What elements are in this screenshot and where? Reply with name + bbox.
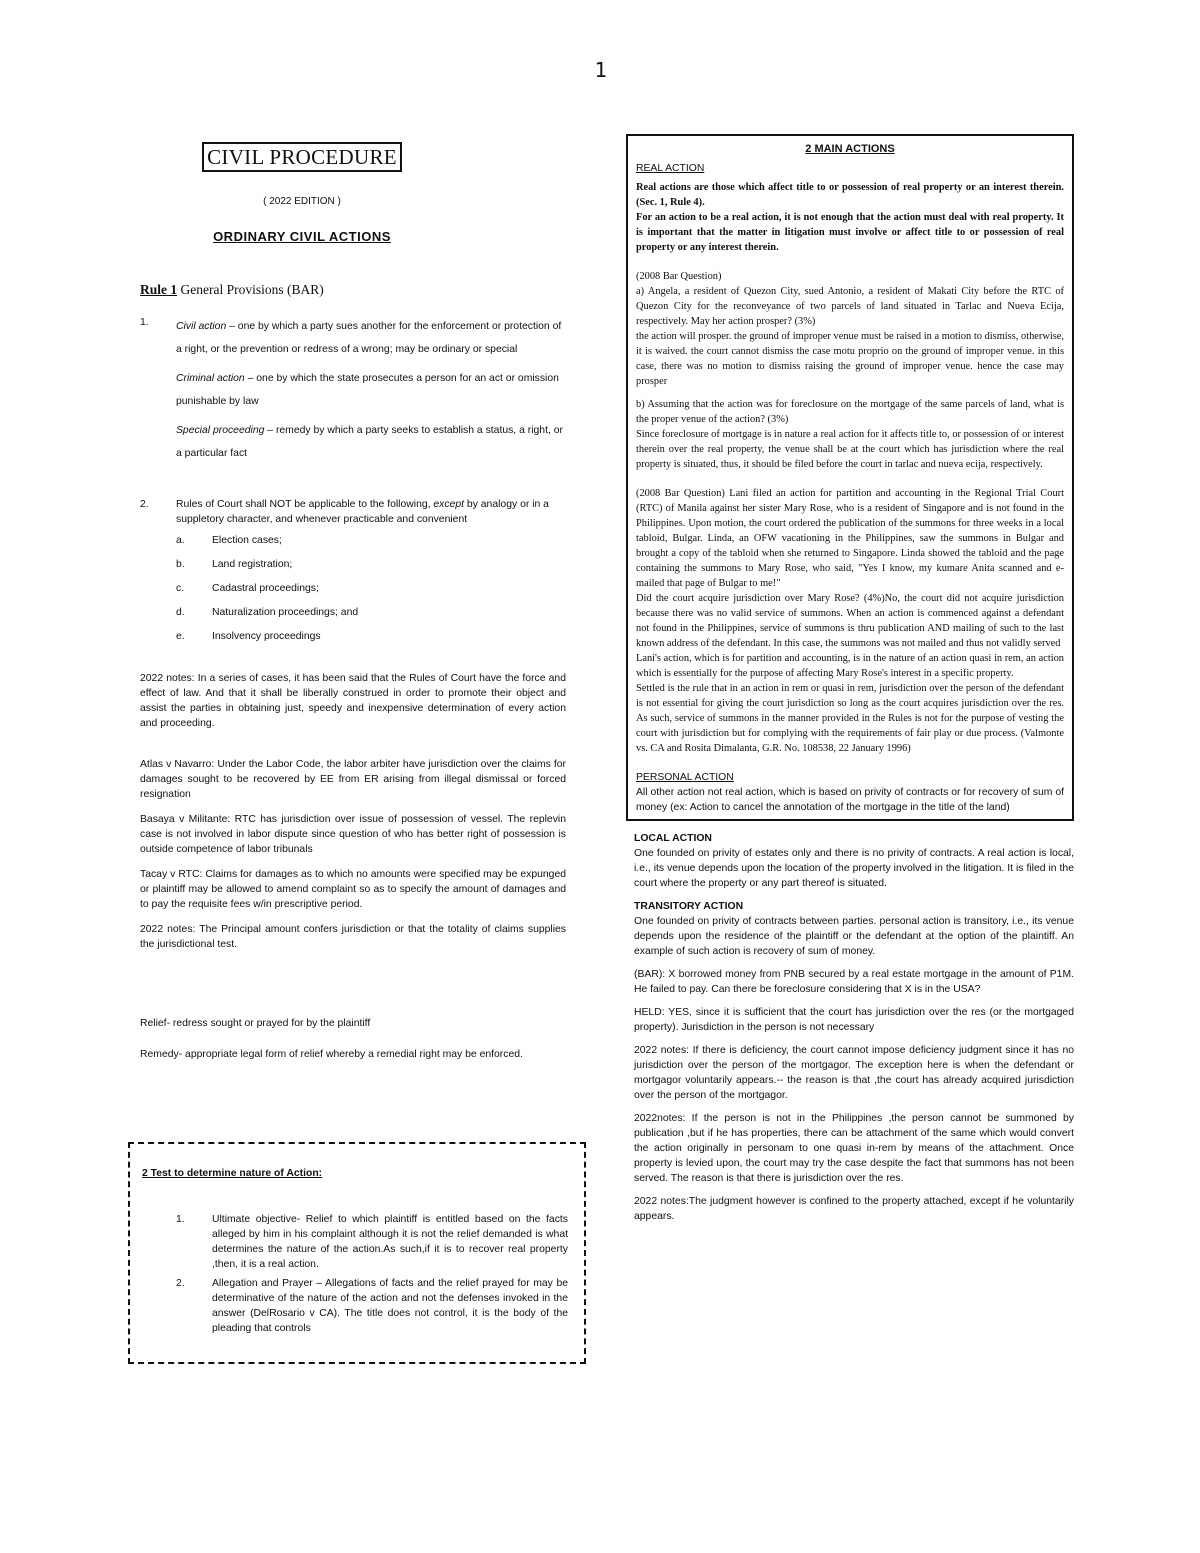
rule-title: General Provisions (BAR) <box>180 282 324 297</box>
real-action-heading: REAL ACTION <box>636 163 705 174</box>
note-paragraph: 2022 notes: If there is deficiency, the court cannot impose deficiency judgment since it has no jurisdiction over the person of the mortgagor. The exception here is when the defendant or mortgagor voluntarily appears.-- the reason is that ,the court has already acquired jurisdiction over the person of the mortgagor. <box>634 1045 1074 1101</box>
text: Rules of Court shall NOT be applicable to the following, <box>176 499 434 510</box>
sub-list-item: a. Election cases; <box>176 535 282 546</box>
box-item: 2. Allegation and Prayer – Allegations of facts and the relief prayed for may be determinative of the nature of the action and not the defenses invoked in the answer (DelRosario v CA). The title does not control, it is the body of the pleading that controls <box>176 1278 568 1334</box>
edition: ( 2022 EDITION ) <box>263 196 341 207</box>
relief-definition: Relief- redress sought or prayed for by the plaintiff <box>140 1018 371 1029</box>
right-lower-section <box>626 831 1074 1224</box>
definition: – one by which the state prosecutes a person for an act or omission punishable by law <box>176 373 559 407</box>
box-title: 2 MAIN ACTIONS <box>805 143 895 155</box>
list-item-1 <box>140 315 566 473</box>
box-heading: 2 Test to determine nature of Action: <box>142 1168 323 1179</box>
bar-question-2008c: (2008 Bar Question) Lani filed an action for partition and accounting in the Regional Trial Court (RTC) of Manila against her sister Mary Rose, who is a resident of Singapore and is not found in the Philippines. Upon motion, the court ordered the publication of the summons for three weeks in a local tabloid, Bulgar. Linda, an OFW vacationing in the Philippines, saw the summons in Bulgar and brought a copy of the tabloid when she returned to Singapore. Linda showed the tabloid and the page containing the summons to Mary Rose, who said, "Yes I know, my kumare Anita scanned and e-mailed that page of Bulgar to me!" Did the court acquire jurisdiction over Mary Rose? (4%)No, the court did not acquire jurisdiction because there was no valid service of summons. When an action is commenced against a defendant not found in the Philippines, service of summons is thru publication AND mailing of such to the last known address of the defendant. In this case, the summons was not mailed and thus not validly served Lani's action, which is for partition and accounting, is in the nature of an action quasi in rem, an action which is essentially for the purpose of affecting Mary Rose's interest in a specific property. Settled is the rule that in an action in rem or quasi in rem, jurisdiction over the person of the defendant is not essential for giving the court jurisdiction so long as the court acquires jurisdiction over the res. As such, service of summons in the manner provided in the Rules is not for the purpose of vesting the court with jurisdiction but for complying with the requirements of fair play or due process. (Valmonte vs. CA and Rosita Dimalanta, G.R. No. 108538, 22 January 1996) <box>636 488 1064 754</box>
note-paragraph: 2022 notes:The judgment however is confined to the property attached, except if he voluntarily appears. <box>634 1196 1074 1222</box>
rule-number: Rule 1 <box>140 282 178 297</box>
case-paragraph: Basaya v Militante: RTC has jurisdiction over issue of possession of vessel. The replevin case is not involved in labor dispute since question of who has better right of possession is outside competence of labor tribunals <box>140 814 566 855</box>
section-title: ORDINARY CIVIL ACTIONS <box>213 229 391 244</box>
text: by analogy or in a suppletory character, and whenever practicable and convenient <box>176 499 549 525</box>
personal-action-heading: PERSONAL ACTION <box>636 772 734 783</box>
definition: – one by which a party sues another for the enforcement or protection of a right, or the prevention or redress of a wrong; may be ordinary or special <box>176 321 562 355</box>
main-actions-box <box>626 134 1074 821</box>
box-item: 1. Ultimate objective- Relief to which plaintiff is entitled based on the facts alleged by him in his complaint although it is not the relief demanded is what determines the nature of the action.As such,if it is to recover real property ,then, it is a real action. <box>176 1214 568 1270</box>
test-box <box>128 1142 586 1364</box>
term: Criminal action <box>176 373 245 384</box>
local-action-definition: One founded on privity of estates only and there is no privity of contracts. A real action is local, i.e., its venue depends upon the location of the property involved in the litigation. It is filed in the court where the property or any part thereof is situated. <box>634 848 1074 889</box>
document-title: CIVIL PROCEDURE <box>202 142 402 172</box>
transitory-action-heading: TRANSITORY ACTION <box>634 901 744 912</box>
sub-list-item: e. Insolvency proceedings <box>176 631 321 642</box>
bar-question-2008b: b) Assuming that the action was for foreclosure on the mortgage of the same parcels of land, what is the proper venue of the action? (3%) Since foreclosure of mortgage is in nature a real action for it affects title to, or possession of or interest therein over the real property, the venue shall be at the court which has jurisdiction where the real property is situated, thus, it should be filed before the court in tarlac and nueva ecija, respectively. <box>636 399 1064 470</box>
term: Civil action <box>176 321 227 332</box>
personal-action-definition: All other action not real action, which is based on privity of contracts or for recovery of sum of money (ex: Action to cancel the annotation of the mortgage in the title of the land) <box>636 787 1064 813</box>
right-column <box>626 134 1074 1232</box>
definition: – remedy by which a party seeks to establish a status, a right, or a particular fact <box>176 425 563 459</box>
note-paragraph: 2022notes: If the person is not in the Philippines ,the person cannot be summoned by publication ,but if he has properties, there can be attachment of the same which would convert the action originally in personam to one quasi in-rem by means of the attachment. Once property is levied upon, the court may try the case despite the fact that summons has not been served. The reason is that there is jurisdiction over the res. <box>634 1113 1074 1184</box>
case-paragraph: Tacay v RTC: Claims for damages as to which no amounts were specified may be expunged or plaintiff may be allowed to amend complaint so as to specify the amount of damages and to pay the requisite fees w/in prescriptive period. <box>140 869 566 910</box>
term: Special proceeding <box>176 425 265 436</box>
item-number: 2. <box>140 499 149 510</box>
list-item-2 <box>140 497 566 653</box>
bar-question: (BAR): X borrowed money from PNB secured by a real estate mortgage in the amount of P1M. He failed to pay. Can there be foreclosure considering that X is in the USA? <box>634 969 1074 995</box>
item-number: 1. <box>140 317 149 328</box>
real-action-definition: Real actions are those which affect title to or possession of real property or an interest therein. (Sec. 1, Rule 4). For an action to be a real action, it is not enough that the action must deal with real property. It is important that the matter in litigation must involve or affect title to or possession of real property or any interest therein. <box>636 182 1064 253</box>
note-paragraph: 2022 notes: In a series of cases, it has been said that the Rules of Court have the force and effect of law. And that it shall be liberally construed in order to promote their object and assist the parties in obtaining just, speedy and inexpensive determination of every action and proceeding. <box>140 673 566 729</box>
case-paragraph: Atlas v Navarro: Under the Labor Code, the labor arbiter have jurisdiction over the claims for damages sought to be recovered by EE from ER arising from illegal dismissal or forced resignation <box>140 759 566 800</box>
sub-list <box>176 533 566 644</box>
note-paragraph: 2022 notes: The Principal amount confers jurisdiction or that the totality of claims supplies the jurisdictional test. <box>140 924 566 950</box>
transitory-action-definition: One founded on privity of contracts between parties. personal action is transitory, i.e., its venue depends upon the residence of the plaintiff or the defendant at the option of the plaintiff. An example of such action is recovery of sum of money. <box>634 916 1074 957</box>
rule-heading <box>140 282 566 297</box>
local-action-heading: LOCAL ACTION <box>634 833 712 844</box>
sub-list-item: b. Land registration; <box>176 559 293 570</box>
left-column <box>140 142 566 1062</box>
page-number: 1 <box>594 58 608 82</box>
sub-list-item: c. Cadastral proceedings; <box>176 583 319 594</box>
bar-question-2008a: (2008 Bar Question) a) Angela, a resident of Quezon City, sued Antonio, a resident of Makati City before the RTC of Quezon City for the reconveyance of two parcels of land situated in Tarlac and Nueva Ecija, respectively. May her action prosper? (3%) the action will prosper. the ground of improper venue must be raised in a motion to dismiss, otherwise, it is waived. the court cannot dismiss the case motu proprio on the ground of improper venue. in this case, there was no motion to dismiss raising the ground of improper venue. hence the case may prosper <box>636 271 1064 387</box>
held-paragraph: HELD: YES, since it is sufficient that the court has jurisdiction over the res (or the mortgaged property). Jurisdiction in the person is not necessary <box>634 1007 1074 1033</box>
sub-list-item: d. Naturalization proceedings; and <box>176 607 359 618</box>
emphasis: except <box>433 499 465 510</box>
remedy-definition: Remedy- appropriate legal form of relief whereby a remedial right may be enforced. <box>140 1049 523 1060</box>
